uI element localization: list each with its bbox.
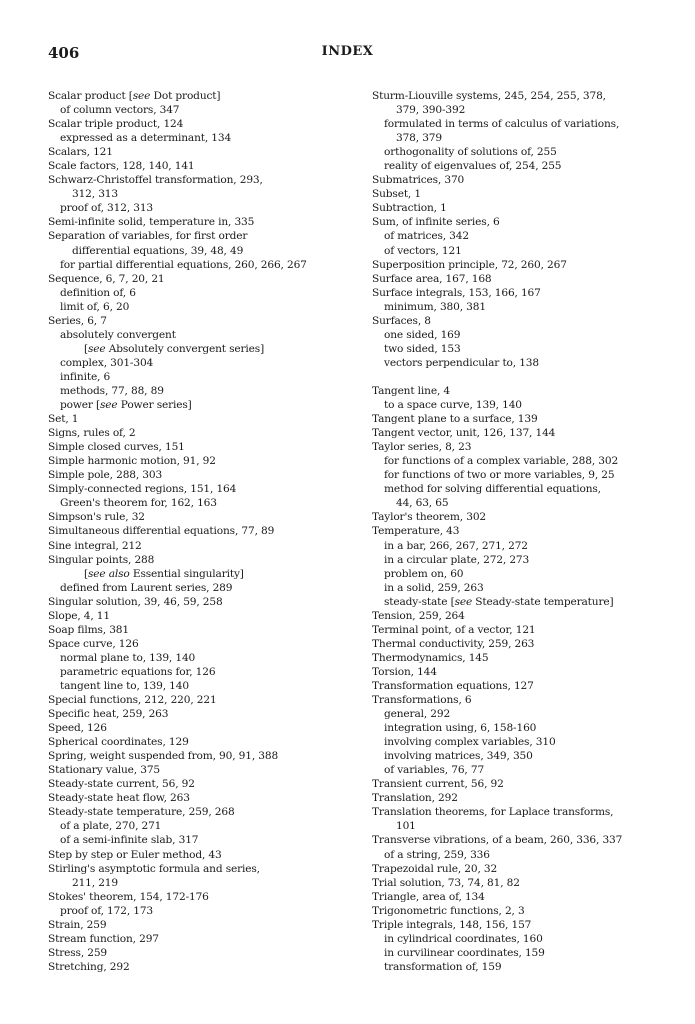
index-entry <box>372 314 654 328</box>
entry-text: to a space curve, 139, 140 <box>384 399 522 412</box>
index-subentry <box>48 201 348 215</box>
index-entry <box>372 426 654 440</box>
index-entry <box>48 482 348 496</box>
entry-text: in a bar, 266, 267, 271, 272 <box>384 539 528 552</box>
entry-text: Spring, weight suspended from, 90, 91, 388 <box>48 750 279 763</box>
index-entry <box>48 777 348 791</box>
index-entry <box>48 524 348 538</box>
index-entry <box>48 960 348 974</box>
entry-text: of vectors, 121 <box>384 244 462 257</box>
index-subentry <box>372 356 654 370</box>
entry-text: Thermal conductivity, 259, 263 <box>372 637 535 650</box>
entry-text: vectors perpendicular to, 138 <box>384 356 539 369</box>
entry-text: of variables, 76, 77 <box>384 764 485 777</box>
entry-text: Separation of variables, for first order <box>48 230 248 243</box>
entry-text: Triangle, area of, 134 <box>372 890 485 903</box>
entry-text: 44, 63, 65 <box>396 497 449 510</box>
index-entry <box>48 272 348 286</box>
entry-text: transformation of, 159 <box>384 960 502 973</box>
entry-text: Transient current, 56, 92 <box>372 778 504 791</box>
index-entry <box>48 454 348 468</box>
index-entry <box>48 862 348 876</box>
entry-text: 101 <box>396 820 416 833</box>
index-subentry <box>372 482 654 496</box>
index-subentry <box>48 187 348 201</box>
entry-text: 211, 219 <box>72 876 118 889</box>
index-entry <box>48 173 348 187</box>
index-subentry <box>372 229 654 243</box>
index-subentry <box>372 763 654 777</box>
entry-text: [ <box>84 567 88 580</box>
index-entry <box>48 468 348 482</box>
index-subentry <box>372 581 654 595</box>
index-entry <box>48 145 348 159</box>
entry-text: Space curve, 126 <box>48 637 139 650</box>
index-entry <box>48 229 348 243</box>
entry-text: Step by step or Euler method, 43 <box>48 848 222 861</box>
index-entry <box>48 623 348 637</box>
index-entry <box>48 553 348 567</box>
entry-italic-text: see <box>132 90 151 102</box>
entry-text-rest: Absolutely convergent series] <box>105 342 265 355</box>
entry-text: parametric equations for, 126 <box>60 665 216 678</box>
index-subentry <box>48 328 348 342</box>
index-entry <box>372 201 654 215</box>
index-subentry <box>48 244 348 258</box>
index-subentry <box>372 735 654 749</box>
index-entry <box>48 721 348 735</box>
index-subentry <box>372 539 654 553</box>
entry-text: Stretching, 292 <box>48 960 130 973</box>
index-subentry <box>48 904 348 918</box>
entry-text: in cylindrical coordinates, 160 <box>384 932 543 945</box>
index-entry <box>48 707 348 721</box>
index-entry <box>372 272 654 286</box>
index-entry <box>48 637 348 651</box>
entry-text: Simple harmonic motion, 91, 92 <box>48 455 216 468</box>
entry-text: Triple integrals, 148, 156, 157 <box>372 918 532 931</box>
entry-text: infinite, 6 <box>60 370 111 383</box>
index-subentry <box>372 819 654 833</box>
index-entry <box>372 862 654 876</box>
index-subentry <box>48 300 348 314</box>
index-subentry <box>372 567 654 581</box>
index-subentry <box>48 876 348 890</box>
entry-text: Sum, of infinite series, 6 <box>372 216 500 229</box>
entry-text: of a plate, 270, 271 <box>60 820 162 833</box>
index-entry <box>372 693 654 707</box>
entry-text-rest: Dot product] <box>150 90 221 102</box>
index-entry <box>48 693 348 707</box>
entry-text: Schwarz-Christoffel transformation, 293, <box>48 174 263 187</box>
index-column-right <box>372 89 654 974</box>
entry-text: 312, 313 <box>72 188 118 201</box>
entry-text: Scalar triple product, 124 <box>48 118 184 131</box>
entry-text: defined from Laurent series, 289 <box>60 581 233 594</box>
index-subentry <box>372 468 654 482</box>
entry-text: minimum, 380, 381 <box>384 300 486 313</box>
index-entry <box>372 876 654 890</box>
index-subentry <box>48 398 348 412</box>
index-entry <box>372 510 654 524</box>
entry-text: Soap films, 381 <box>48 623 129 636</box>
entry-text: Subtraction, 1 <box>372 202 447 215</box>
entry-text: involving matrices, 349, 350 <box>384 750 533 763</box>
index-entry <box>48 215 348 229</box>
entry-text: 379, 390-392 <box>396 104 466 117</box>
entry-text: Temperature, 43 <box>372 525 460 538</box>
entry-text: Singular points, 288 <box>48 553 155 566</box>
entry-text: limit of, 6, 20 <box>60 300 130 313</box>
index-subentry <box>48 131 348 145</box>
index-entry <box>48 749 348 763</box>
entry-text: Scalars, 121 <box>48 146 113 159</box>
index-entry <box>372 89 654 103</box>
index-entry <box>48 763 348 777</box>
index-entry <box>372 173 654 187</box>
entry-text: Spherical coordinates, 129 <box>48 736 189 749</box>
entry-text: Signs, rules of, 2 <box>48 427 136 440</box>
entry-text: Speed, 126 <box>48 722 107 735</box>
entry-text: one sided, 169 <box>384 328 461 341</box>
index-entry <box>48 595 348 609</box>
entry-text: Scalar product [ <box>48 90 133 102</box>
entry-text: for functions of two or more variables, 9, 25 <box>384 469 615 482</box>
entry-text: Torsion, 144 <box>372 665 437 678</box>
entry-text: [ <box>84 342 88 355</box>
entry-text: definition of, 6 <box>60 286 136 299</box>
entry-text: of matrices, 342 <box>384 230 469 243</box>
index-subentry <box>372 960 654 974</box>
index-subentry <box>372 342 654 356</box>
index-entry <box>372 791 654 805</box>
entry-text: Stirling's asymptotic formula and series, <box>48 862 260 875</box>
index-entry <box>48 932 348 946</box>
entry-text: Sequence, 6, 7, 20, 21 <box>48 272 165 285</box>
entry-text: Terminal point, of a vector, 121 <box>372 623 536 636</box>
entry-text: method for solving differential equations, <box>384 483 601 496</box>
index-entry <box>48 89 348 103</box>
entry-text: Steady-state current, 56, 92 <box>48 778 195 791</box>
index-subentry <box>372 496 654 510</box>
index-entry <box>372 637 654 651</box>
entry-text: for partial differential equations, 260, 266, 267 <box>60 258 307 271</box>
index-entry <box>48 117 348 131</box>
index-subentry <box>48 651 348 665</box>
index-entry <box>48 510 348 524</box>
index-subentry <box>372 721 654 735</box>
index-subentry <box>372 103 654 117</box>
entry-text: Specific heat, 259, 263 <box>48 708 169 721</box>
index-subentry <box>372 328 654 342</box>
entry-text: Steady-state temperature, 259, 268 <box>48 806 235 819</box>
index-subentry <box>48 567 348 581</box>
index-entry <box>48 791 348 805</box>
index-subentry <box>48 384 348 398</box>
index-entry <box>48 805 348 819</box>
index-entry <box>48 314 348 328</box>
index-entry <box>48 412 348 426</box>
entry-text: Stress, 259 <box>48 946 108 959</box>
entry-text: Simple pole, 288, 303 <box>48 469 163 482</box>
entry-text: Trapezoidal rule, 20, 32 <box>372 862 498 875</box>
entry-text: Set, 1 <box>48 413 79 426</box>
entry-text: 378, 379 <box>396 132 442 145</box>
index-entry <box>372 651 654 665</box>
index-subentry <box>372 749 654 763</box>
entry-text: Surfaces, 8 <box>372 314 431 327</box>
entry-text: in a solid, 259, 263 <box>384 581 484 594</box>
entry-text: Stationary value, 375 <box>48 764 160 777</box>
index-subentry <box>372 454 654 468</box>
index-subentry <box>48 342 348 356</box>
index-entry <box>372 805 654 819</box>
entry-text: orthogonality of solutions of, 255 <box>384 146 557 159</box>
index-subentry <box>48 833 348 847</box>
index-subentry <box>372 159 654 173</box>
entry-text: Stream function, 297 <box>48 932 159 945</box>
entry-text: Translation, 292 <box>372 792 458 805</box>
index-subentry <box>48 581 348 595</box>
running-head: INDEX <box>321 44 374 59</box>
index-entry <box>372 777 654 791</box>
index-subentry <box>48 258 348 272</box>
entry-text: of column vectors, 347 <box>60 104 180 117</box>
index-entry <box>372 412 654 426</box>
index-entry <box>48 946 348 960</box>
entry-text: two sided, 153 <box>384 342 461 355</box>
index-entry <box>372 918 654 932</box>
entry-text: Surface integrals, 153, 166, 167 <box>372 286 541 299</box>
index-entry <box>372 679 654 693</box>
entry-text: Taylor series, 8, 23 <box>372 441 472 454</box>
entry-text: Trigonometric functions, 2, 3 <box>372 904 525 917</box>
index-entry <box>372 833 654 847</box>
index-entry <box>372 384 654 398</box>
entry-text: Simpson's rule, 32 <box>48 511 145 524</box>
index-subentry <box>372 848 654 862</box>
index-entry <box>48 848 348 862</box>
index-subentry <box>48 819 348 833</box>
entry-text: Translation theorems, for Laplace transforms, <box>372 806 614 819</box>
entry-text: Submatrices, 370 <box>372 174 465 187</box>
index-subentry <box>372 131 654 145</box>
index-entry <box>372 215 654 229</box>
entry-text: Scale factors, 128, 140, 141 <box>48 160 195 173</box>
entry-text: Surface area, 167, 168 <box>372 272 492 285</box>
entry-italic-text: see <box>454 595 473 608</box>
index-entry <box>372 258 654 272</box>
section-gap <box>372 370 654 384</box>
entry-text: general, 292 <box>384 708 451 721</box>
entry-text: Simultaneous differential equations, 77, 89 <box>48 525 275 538</box>
index-entry <box>48 890 348 904</box>
entry-text: Simply-connected regions, 151, 164 <box>48 483 237 496</box>
entry-text-rest: Steady-state temperature] <box>472 595 614 608</box>
entry-text: power [ <box>60 399 101 412</box>
index-subentry <box>48 286 348 300</box>
entry-text-rest: Power series] <box>117 399 192 412</box>
index-subentry <box>48 665 348 679</box>
entry-text: Transformations, 6 <box>372 694 472 707</box>
entry-text: in curvilinear coordinates, 159 <box>384 946 545 959</box>
entry-text: Semi-infinite solid, temperature in, 335 <box>48 216 255 229</box>
index-subentry <box>372 244 654 258</box>
entry-text: for functions of a complex variable, 288, 302 <box>384 455 619 468</box>
index-subentry <box>48 356 348 370</box>
index-entry <box>372 440 654 454</box>
entry-text: involving complex variables, 310 <box>384 736 556 749</box>
entry-text: Sine integral, 212 <box>48 539 142 552</box>
entry-text: Steady-state heat flow, 263 <box>48 792 190 805</box>
index-entry <box>372 665 654 679</box>
index-subentry <box>372 300 654 314</box>
entry-text: Sturm-Liouville systems, 245, 254, 255, 378, <box>372 90 606 102</box>
entry-text: Transverse vibrations, of a beam, 260, 336, 337 <box>372 834 623 847</box>
index-entry <box>372 890 654 904</box>
entry-text: Simple closed curves, 151 <box>48 441 185 454</box>
entry-text: absolutely convergent <box>60 328 176 341</box>
entry-text: in a circular plate, 272, 273 <box>384 553 530 566</box>
entry-text: integration using, 6, 158-160 <box>384 722 537 735</box>
index-entry <box>372 187 654 201</box>
entry-text: reality of eigenvalues of, 254, 255 <box>384 160 562 173</box>
entry-text: methods, 77, 88, 89 <box>60 384 164 397</box>
index-entry <box>372 623 654 637</box>
index-subentry <box>48 496 348 510</box>
entry-text: problem on, 60 <box>384 567 464 580</box>
entry-text: Singular solution, 39, 46, 59, 258 <box>48 595 223 608</box>
index-entry <box>372 286 654 300</box>
entry-text: of a semi-infinite slab, 317 <box>60 834 199 847</box>
entry-italic-text: see also <box>87 567 130 580</box>
entry-text: steady-state [ <box>384 595 455 608</box>
entry-text: normal plane to, 139, 140 <box>60 651 196 664</box>
entry-text: proof of, 312, 313 <box>60 202 154 215</box>
entry-text: of a string, 259, 336 <box>384 848 490 861</box>
index-entry <box>372 609 654 623</box>
index-entry <box>48 918 348 932</box>
index-subentry <box>48 370 348 384</box>
index-subentry <box>372 145 654 159</box>
page-number: 406 <box>48 44 80 62</box>
entry-text: Trial solution, 73, 74, 81, 82 <box>372 876 520 889</box>
index-entry <box>48 539 348 553</box>
index-subentry <box>372 117 654 131</box>
entry-text: Tangent line, 4 <box>372 384 450 397</box>
entry-italic-text: see <box>87 342 106 355</box>
entry-text: Strain, 259 <box>48 918 107 931</box>
entry-italic-text: see <box>100 399 118 412</box>
index-subentry <box>372 553 654 567</box>
entry-text: complex, 301-304 <box>60 356 154 369</box>
entry-text: Tangent vector, unit, 126, 137, 144 <box>372 427 556 440</box>
entry-text: Subset, 1 <box>372 188 421 201</box>
index-entry <box>372 524 654 538</box>
index-subentry <box>372 707 654 721</box>
entry-text: Tension, 259, 264 <box>372 609 465 622</box>
index-subentry <box>372 932 654 946</box>
index-entry <box>48 426 348 440</box>
entry-text: expressed as a determinant, 134 <box>60 132 232 145</box>
entry-text: Tangent plane to a surface, 139 <box>372 413 538 426</box>
entry-text: Transformation equations, 127 <box>372 679 534 692</box>
index-subentry <box>48 679 348 693</box>
entry-text: Thermodynamics, 145 <box>372 651 489 664</box>
entry-text: Taylor's theorem, 302 <box>372 511 487 524</box>
index-column-left <box>48 89 348 974</box>
index-subentry <box>372 398 654 412</box>
index-subentry <box>372 946 654 960</box>
index-entry <box>372 904 654 918</box>
entry-text: Green's theorem for, 162, 163 <box>60 497 217 510</box>
index-entry <box>48 159 348 173</box>
entry-text: Slope, 4, 11 <box>48 609 110 622</box>
entry-text: Stokes' theorem, 154, 172-176 <box>48 890 209 903</box>
index-entry <box>48 735 348 749</box>
index-entry <box>48 609 348 623</box>
entry-text: differential equations, 39, 48, 49 <box>72 244 244 257</box>
entry-text: Series, 6, 7 <box>48 314 107 327</box>
index-subentry <box>372 595 654 609</box>
entry-text: Special functions, 212, 220, 221 <box>48 694 217 707</box>
index-entry <box>48 440 348 454</box>
entry-text-rest: Essential singularity] <box>129 567 244 580</box>
entry-text: formulated in terms of calculus of variations, <box>384 118 620 131</box>
index-subentry <box>48 103 348 117</box>
entry-text: proof of, 172, 173 <box>60 904 154 917</box>
entry-text: Superposition principle, 72, 260, 267 <box>372 258 567 271</box>
entry-text: tangent line to, 139, 140 <box>60 679 189 692</box>
